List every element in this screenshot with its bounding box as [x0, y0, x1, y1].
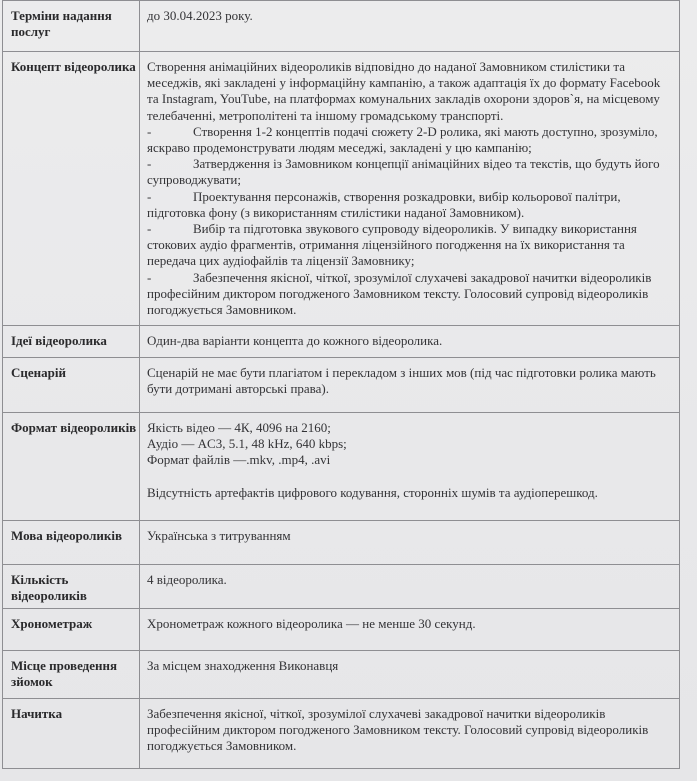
list-item: - Забезпечення якісної, чіткої, зрозумілої слухачеві закадрової начитки відеороликів професійним диктором погодженого Замовником тексту. Голосовий супровід відеороликів погоджується Замовником.: [147, 269, 652, 318]
row-value: Хронометраж кожного відеоролика — не менше 30 секунд.: [140, 609, 680, 651]
list-item: - Створення 1-2 концептів подачі сюжету 2-D ролика, які мають доступно, зрозуміло, яскраво продемонструвати людям меседжі, закладені у цю кампанію;: [147, 123, 658, 156]
row-label: Начитка: [3, 699, 140, 769]
bullet-dash: -: [147, 123, 152, 139]
table-row: [3, 1, 680, 52]
row-label: Хронометраж: [3, 609, 140, 651]
list-item: - Вибір та підготовка звукового супроводу відеороликів. У випадку використання стокових аудіо фрагментів, отримання ліцензійного погодження на їх використання та передача цих аудіофайлів та ліцензії Замовнику;: [147, 221, 637, 269]
table-row: [3, 609, 680, 651]
table-row: [3, 565, 680, 609]
table-row: [3, 326, 680, 358]
row-value: Один-два варіанти концепта до кожного відеоролика.: [140, 326, 680, 358]
row-label: Формат відеороликів: [3, 413, 140, 521]
table-row: [3, 413, 680, 521]
format-line: Аудіо — AC3, 5.1, 48 kHz, 640 kbps;: [147, 436, 347, 452]
bullet-dash: -: [147, 188, 152, 204]
table-row: [3, 52, 680, 326]
row-value: За місцем знаходження Виконавця: [140, 651, 680, 699]
list-item: - Проектування персонажів, створення розкадровки, вибір кольорової палітри, підготовка фону (з використанням стилістики наданої Замовником).: [147, 188, 621, 220]
table-row: [3, 358, 680, 413]
row-label: Терміни надання послуг: [3, 1, 140, 52]
row-label: Кількість відеороликів: [3, 565, 140, 609]
bullet-dash: -: [147, 221, 152, 237]
format-line: Формат файлів —.mkv, .mp4, .avi: [147, 452, 331, 468]
row-label: Сценарій: [3, 358, 140, 413]
table-row: [3, 651, 680, 699]
specification-table: [2, 0, 680, 769]
spacer: [147, 469, 673, 485]
row-label: Місце проведення зйомок: [3, 651, 140, 699]
row-value: Українська з титруванням: [140, 521, 680, 565]
bullet-dash: -: [147, 156, 152, 172]
table-row: [3, 699, 680, 769]
concept-intro: Створення анімаційних відеороликів відповідно до наданої Замовником стилістики та меседжів, які закладені у інформаційну кампанію, а також адаптація їх до формату Facebook та Instagram, YouTube, на платформах комунальних закладів охорони здоров`я, на місцевому телебаченні, метрополітені та іншому громадському транспорті.: [147, 59, 661, 123]
format-note: Відсутність артефактів цифрового кодування, сторонніх шумів та аудіоперешкод.: [147, 484, 598, 500]
list-item: - Затвердження із Замовником концепції анімаційних відео та текстів, що будуть його супроводжувати;: [147, 156, 660, 188]
bullet-dash: -: [147, 269, 152, 285]
row-value: [140, 52, 680, 326]
row-value: до 30.04.2023 року.: [140, 1, 680, 52]
row-label: Ідеї відеоролика: [3, 326, 140, 358]
table-row: [3, 521, 680, 565]
row-value: Забезпечення якісної, чіткої, зрозумілої слухачеві закадрової начитки відеороликів професійним диктором погодженого Замовником тексту. Голосовий супровід відеороликів погоджується Замовником.: [140, 699, 680, 769]
row-value: [140, 413, 680, 521]
row-value: Сценарій не має бути плагіатом і перекладом з інших мов (під час підготовки ролика мають бути дотримані авторські права).: [140, 358, 680, 413]
row-value: 4 відеоролика.: [140, 565, 680, 609]
row-label: Концепт відеоролика: [3, 52, 140, 326]
format-line: Якість відео — 4К, 4096 на 2160;: [147, 420, 331, 435]
row-label: Мова відеороликів: [3, 521, 140, 565]
